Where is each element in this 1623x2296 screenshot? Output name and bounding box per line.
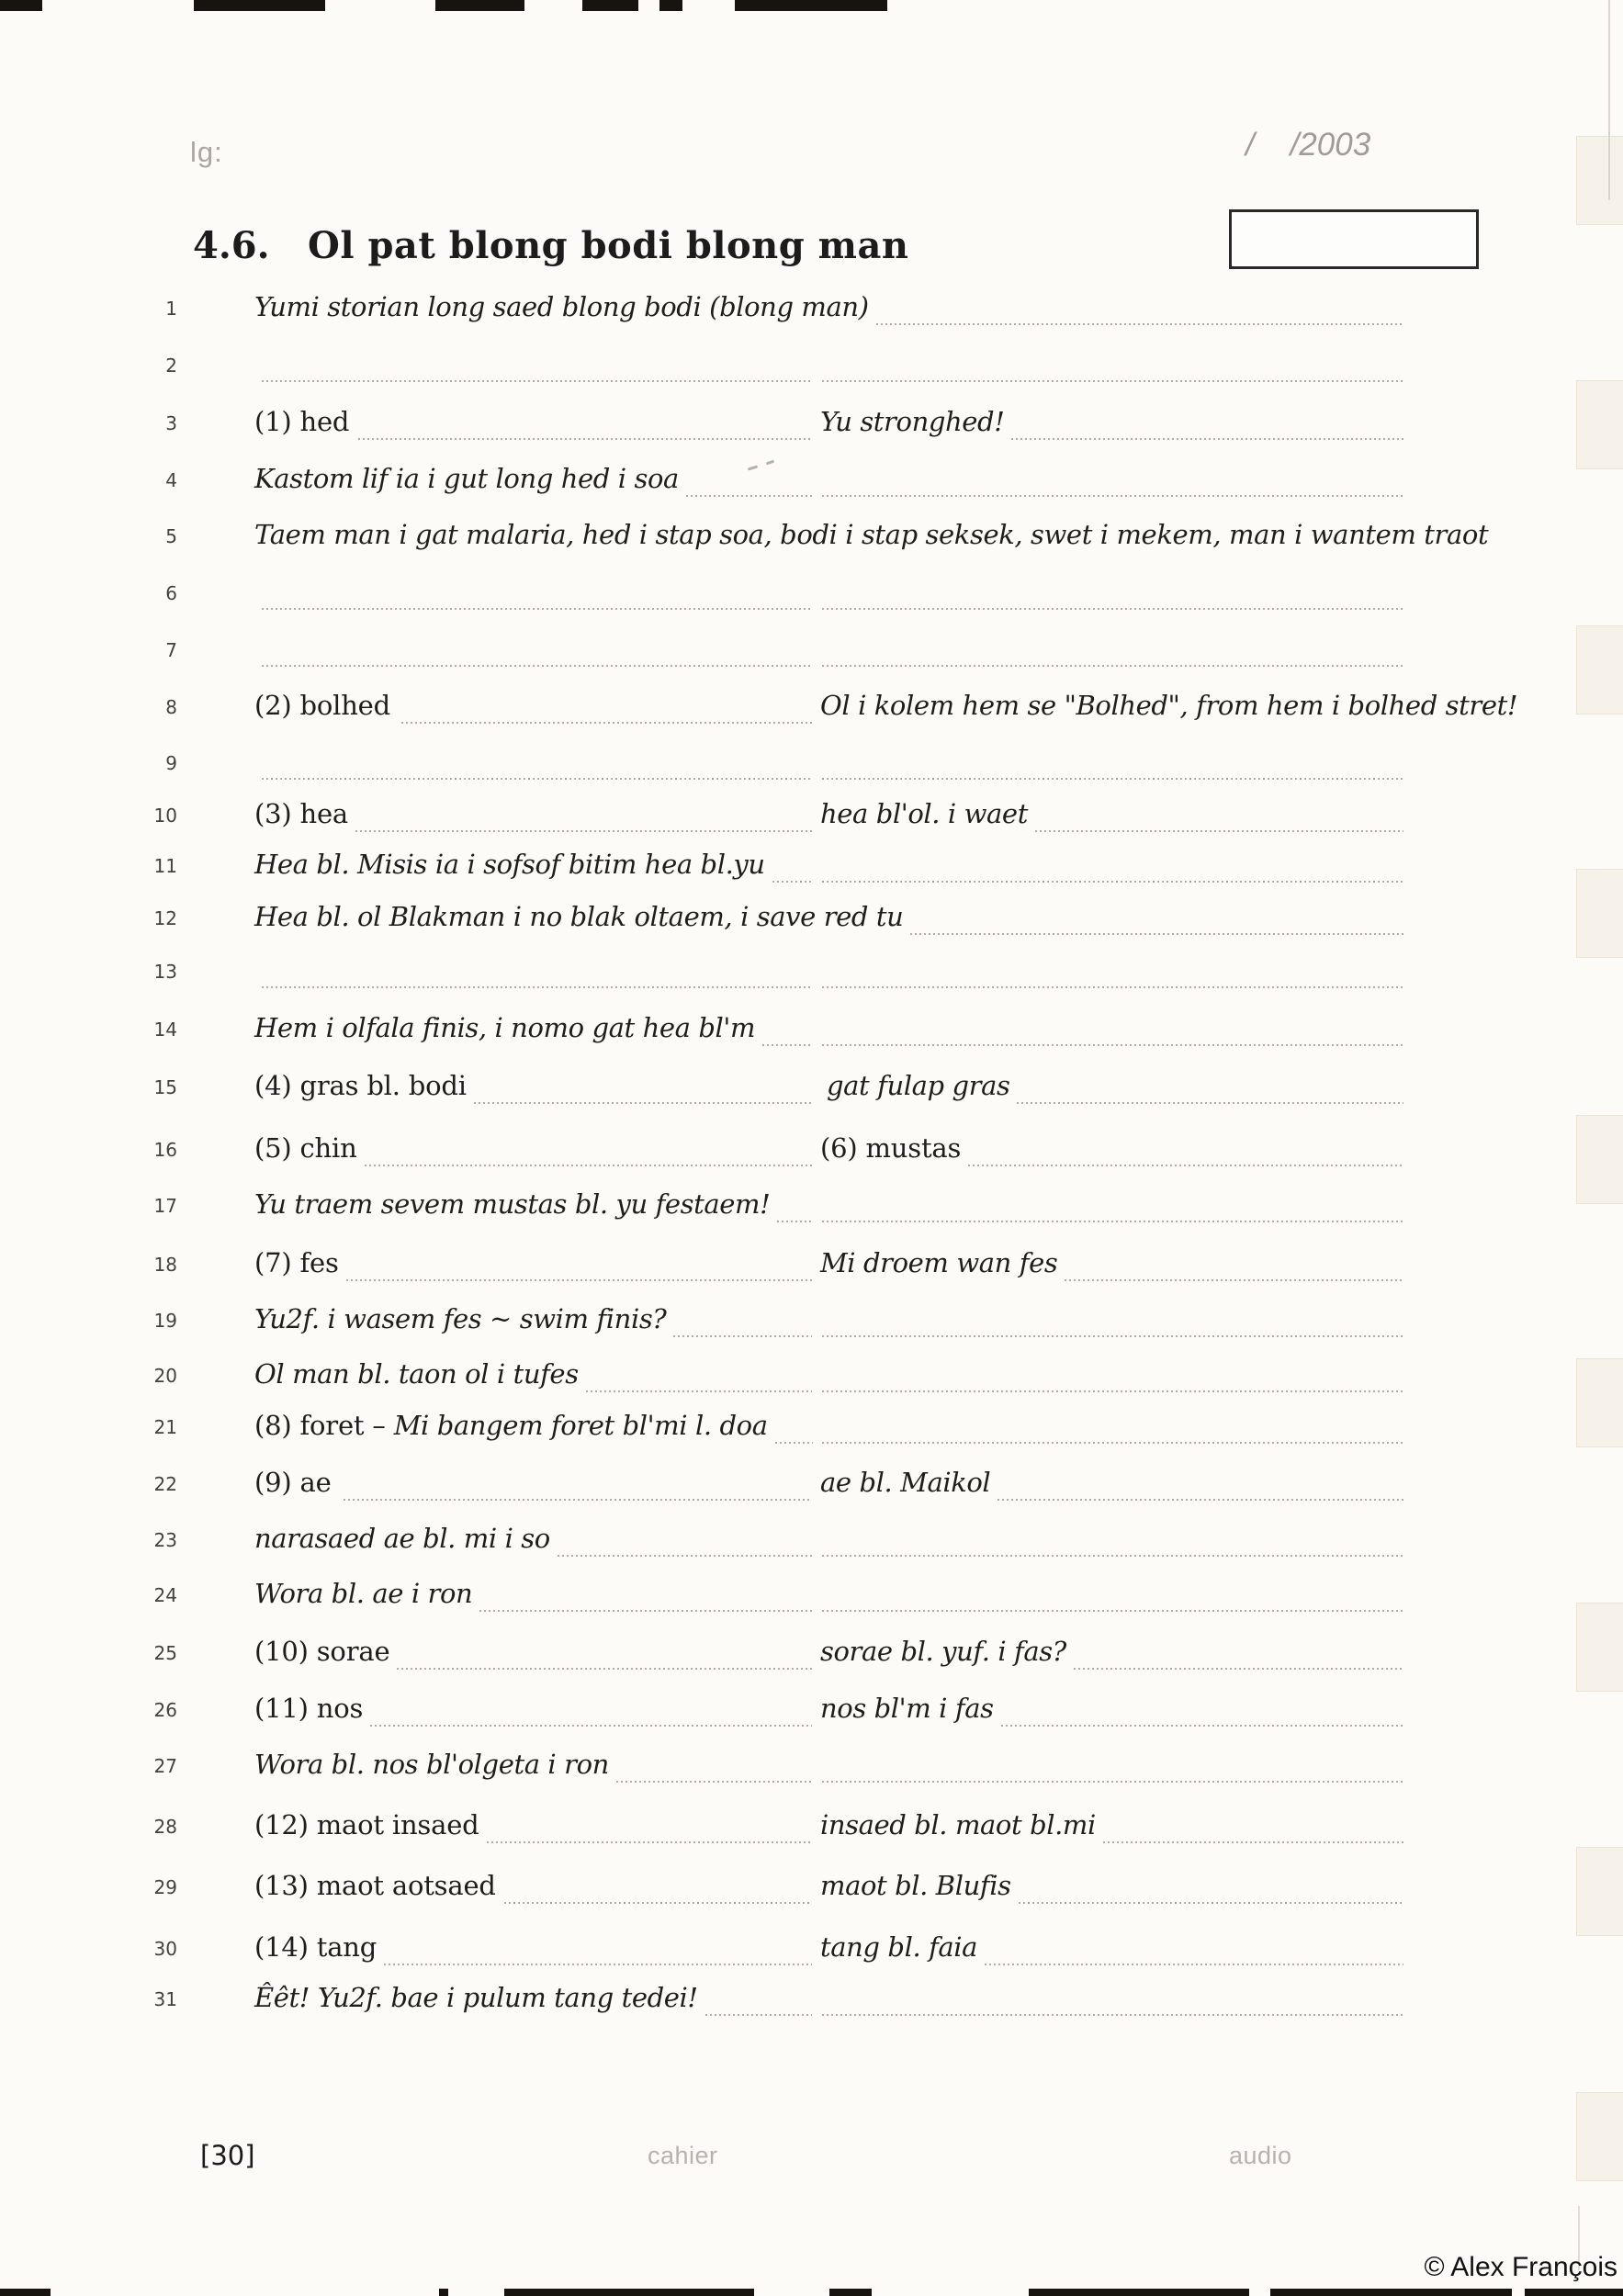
questionnaire-line xyxy=(0,1461,1623,1503)
line-text xyxy=(254,1353,579,1395)
dotted-fill-line xyxy=(262,608,812,610)
dotted-fill-line xyxy=(822,1390,1403,1392)
questionnaire-line xyxy=(0,570,1623,613)
line-number: 14 xyxy=(153,1019,177,1041)
questionnaire-line xyxy=(0,1572,1623,1615)
questionnaire-line xyxy=(0,1404,1623,1446)
dotted-fill-line xyxy=(822,1781,1403,1783)
line-number: 13 xyxy=(153,961,177,983)
scan-edge-mark xyxy=(439,2289,448,2296)
dotted-fill-line xyxy=(822,380,1403,382)
questionnaire-line xyxy=(0,627,1623,670)
line-number: 20 xyxy=(153,1365,177,1387)
dotted-fill-line xyxy=(822,1044,1403,1046)
line-text xyxy=(254,843,765,885)
line-number: 31 xyxy=(153,1988,177,2010)
entry-label: (4) gras bl. bodi xyxy=(254,1070,467,1101)
line-text xyxy=(254,457,679,500)
questionnaire-line xyxy=(0,1127,1623,1169)
questionnaire-line xyxy=(0,1864,1623,1907)
dotted-fill-line xyxy=(822,1555,1403,1557)
dotted-fill-line xyxy=(822,1610,1403,1612)
entry-text-italic: Yu2f. i wasem fes ~ swim finis? xyxy=(254,1303,667,1334)
page-number: [30] xyxy=(200,2140,255,2171)
entry-text-italic: Kastom lif ia i gut long hed i soa xyxy=(254,463,679,494)
dotted-fill-line xyxy=(822,1442,1403,1444)
entry-text-italic: Ol man bl. taon ol i tufes xyxy=(254,1358,579,1390)
dotted-fill-line xyxy=(822,986,1403,988)
questionnaire-line xyxy=(0,1517,1623,1559)
dotted-fill-line xyxy=(968,1165,1403,1166)
binder-hole-artifact xyxy=(1576,136,1623,225)
line-text xyxy=(254,684,390,726)
line-text xyxy=(254,1183,770,1225)
dotted-fill-line xyxy=(822,881,1403,883)
dotted-fill-line xyxy=(586,1390,812,1392)
line-number: 5 xyxy=(165,525,177,547)
footer-cahier-label: cahier xyxy=(648,2142,718,2169)
line-text xyxy=(254,1064,467,1107)
dotted-fill-line xyxy=(487,1841,812,1843)
line-number: 3 xyxy=(165,412,177,434)
dotted-fill-line xyxy=(876,323,1403,325)
line-number: 1 xyxy=(165,298,177,320)
line-number: 18 xyxy=(153,1254,177,1276)
line-text xyxy=(254,1572,472,1615)
line-number: 25 xyxy=(153,1642,177,1664)
line-text xyxy=(254,1976,698,2019)
questionnaire-line xyxy=(0,343,1623,385)
section-number: 4.6. xyxy=(193,224,270,267)
entry-text-italic: Yu traem sevem mustas bl. yu festaem! xyxy=(254,1188,771,1220)
dotted-fill-line xyxy=(262,665,812,667)
dotted-fill-line xyxy=(616,1781,812,1783)
dotted-fill-line xyxy=(558,1555,812,1557)
entry-label: (12) maot insaed xyxy=(254,1809,479,1840)
entry-label: (8) foret – xyxy=(254,1410,394,1441)
line-text xyxy=(254,1461,332,1503)
line-number: 15 xyxy=(153,1076,177,1098)
dotted-fill-line xyxy=(384,1964,812,1965)
entry-label: (7) fes xyxy=(254,1247,339,1278)
entry-text-italic: Hea bl. ol Blakman i no blak oltaem, i save red tu xyxy=(254,901,904,932)
entry-label: (3) hea xyxy=(254,798,349,829)
scan-edge-mark xyxy=(659,0,682,11)
line-text xyxy=(254,400,349,443)
dotted-fill-line xyxy=(762,1044,812,1046)
questionnaire-line xyxy=(0,1743,1623,1785)
dotted-fill-line xyxy=(344,1499,812,1501)
entry-text-italic: narasaed ae bl. mi i so xyxy=(254,1523,550,1554)
dotted-fill-line xyxy=(1019,1902,1403,1904)
line-text xyxy=(254,1127,357,1169)
entry-label: (5) chin xyxy=(254,1132,357,1164)
entry-text-italic: maot bl. Blufis xyxy=(820,1870,1011,1901)
scan-edge-mark xyxy=(735,0,887,11)
scan-edge-mark xyxy=(435,0,524,11)
questionnaire-line xyxy=(0,286,1623,328)
questionnaire-line xyxy=(0,843,1623,885)
dotted-fill-line xyxy=(262,986,812,988)
dotted-fill-line xyxy=(262,380,812,382)
line-text xyxy=(254,1804,479,1846)
dotted-fill-line xyxy=(985,1964,1403,1965)
questionnaire-line xyxy=(0,457,1623,500)
line-text xyxy=(254,1630,389,1672)
dotted-fill-line xyxy=(673,1335,812,1337)
dotted-fill-line xyxy=(822,495,1403,497)
dotted-fill-line xyxy=(474,1102,812,1104)
line-number: 27 xyxy=(153,1755,177,1777)
dotted-fill-line xyxy=(822,665,1403,667)
line-number: 16 xyxy=(153,1139,177,1161)
questionnaire-line xyxy=(0,1298,1623,1340)
line-number: 28 xyxy=(153,1816,177,1838)
questionnaire-line xyxy=(0,1007,1623,1049)
dotted-fill-line xyxy=(822,778,1403,780)
questionnaire-line xyxy=(0,1926,1623,1968)
questionnaire-line xyxy=(0,1064,1623,1107)
dotted-fill-line xyxy=(397,1668,812,1670)
line-text xyxy=(254,513,1488,556)
footer-audio-label: audio xyxy=(1229,2142,1292,2169)
entry-text-italic: Wora bl. ae i ron xyxy=(254,1578,473,1609)
line-text xyxy=(254,895,903,938)
dotted-fill-line xyxy=(1074,1668,1403,1670)
scan-edge-mark xyxy=(194,0,325,11)
line-number: 11 xyxy=(153,855,177,877)
entry-text-italic: Mi droem wan fes xyxy=(820,1247,1058,1278)
line-number: 2 xyxy=(165,355,177,377)
dotted-fill-line xyxy=(1065,1279,1403,1281)
entry-label: (13) maot aotsaed xyxy=(254,1870,496,1901)
dotted-fill-line xyxy=(1103,1841,1403,1843)
entry-text-italic: hea bl'ol. i waet xyxy=(820,798,1028,829)
line-number: 12 xyxy=(153,907,177,929)
questionnaire-line xyxy=(0,793,1623,835)
binder-hole-artifact xyxy=(1576,2092,1623,2181)
dotted-fill-line xyxy=(346,1279,812,1281)
entry-text-italic: tang bl. faia xyxy=(820,1931,978,1963)
entry-text-italic: insaed bl. maot bl.mi xyxy=(820,1809,1096,1840)
questionnaire-line xyxy=(0,1630,1623,1672)
entry-text-italic: ae bl. Maikol xyxy=(820,1467,991,1498)
entry-text-italic: Yu stronghed! xyxy=(820,406,1005,437)
line-text xyxy=(254,1864,496,1907)
questionnaire-line xyxy=(0,895,1623,938)
dotted-fill-line xyxy=(365,1165,812,1166)
questionnaire-line xyxy=(0,1976,1623,2019)
dotted-fill-line xyxy=(686,495,812,497)
dotted-fill-line xyxy=(822,2014,1403,2016)
dotted-fill-line xyxy=(1011,438,1403,440)
line-number: 4 xyxy=(165,469,177,491)
entry-text-italic: Êêt! Yu2f. bae i pulum tang tedei! xyxy=(254,1982,698,2013)
entry-text-italic: Hem i olfala finis, i nomo gat hea bl'm xyxy=(254,1012,756,1043)
entry-label: (6) mustas xyxy=(820,1132,962,1164)
entry-label: (9) ae xyxy=(254,1467,332,1498)
dotted-fill-line xyxy=(479,1610,812,1612)
dotted-fill-line xyxy=(358,438,812,440)
dotted-fill-line xyxy=(822,1335,1403,1337)
scan-edge-mark xyxy=(504,2289,754,2296)
dotted-fill-line xyxy=(997,1499,1403,1501)
line-text xyxy=(254,1517,550,1559)
dotted-fill-line xyxy=(1001,1725,1403,1727)
line-text xyxy=(254,1242,339,1284)
dotted-fill-line xyxy=(705,2014,812,2016)
page-title: Ol pat blong bodi blong man xyxy=(308,224,909,267)
dotted-fill-line xyxy=(772,881,812,883)
dotted-fill-line xyxy=(822,1221,1403,1222)
questionnaire-line xyxy=(0,949,1623,991)
line-number: 10 xyxy=(153,805,177,827)
line-number: 9 xyxy=(165,752,177,774)
entry-label: (14) tang xyxy=(254,1931,378,1963)
line-text xyxy=(254,793,348,835)
line-text xyxy=(254,1926,377,1968)
entry-text-italic: sorae bl. yuf. i fas? xyxy=(820,1636,1066,1667)
line-number: 23 xyxy=(153,1529,177,1551)
scan-edge-mark xyxy=(0,0,42,11)
questionnaire-line xyxy=(0,684,1623,726)
entry-text-italic: nos bl'm i fas xyxy=(820,1693,994,1724)
entry-text-italic: gat fulap gras xyxy=(827,1070,1010,1101)
dotted-fill-line xyxy=(910,933,1403,935)
scan-edge-mark xyxy=(829,2289,872,2296)
entry-text-italic: Wora bl. nos bl'olgeta i ron xyxy=(254,1749,609,1780)
entry-text-italic: Hea bl. Misis ia i sofsof bitim hea bl.yu xyxy=(254,849,765,880)
entry-label: (1) hed xyxy=(254,406,350,437)
line-text xyxy=(254,286,869,328)
line-number: 30 xyxy=(153,1938,177,1960)
questionnaire-line xyxy=(0,1687,1623,1729)
line-number: 19 xyxy=(153,1310,177,1332)
line-number: 22 xyxy=(153,1473,177,1495)
dotted-fill-line xyxy=(1017,1102,1403,1104)
dotted-fill-line xyxy=(355,830,812,832)
questionnaire-line xyxy=(0,1804,1623,1846)
dotted-fill-line xyxy=(822,608,1403,610)
scan-edge-mark xyxy=(582,0,638,11)
dotted-fill-line xyxy=(370,1725,812,1727)
entry-text-italic: Ol i kolem hem se "Bolhed", from hem i bolhed stret! xyxy=(820,690,1518,721)
dotted-fill-line xyxy=(401,722,812,724)
line-number: 26 xyxy=(153,1699,177,1721)
scan-edge-mark xyxy=(1270,2289,1512,2296)
questionnaire-line xyxy=(0,1242,1623,1284)
line-text xyxy=(254,1007,755,1049)
entry-text-italic: Mi bangem foret bl'mi l. doa xyxy=(393,1410,768,1441)
line-number: 24 xyxy=(153,1584,177,1606)
scan-edge-mark xyxy=(1029,2289,1249,2296)
page-edge-line xyxy=(1608,0,1610,200)
copyright-notice: © Alex François xyxy=(1424,2252,1617,2282)
line-number: 7 xyxy=(165,639,177,661)
questionnaire-line xyxy=(0,1353,1623,1395)
questionnaire-line xyxy=(0,740,1623,782)
line-number: 29 xyxy=(153,1876,177,1898)
line-text xyxy=(254,1743,609,1785)
dotted-fill-line xyxy=(777,1221,812,1222)
line-text xyxy=(254,1298,666,1340)
scan-edge-mark xyxy=(0,2289,51,2296)
questionnaire-line xyxy=(0,400,1623,443)
dotted-fill-line xyxy=(775,1442,813,1444)
questionnaire-line xyxy=(0,1183,1623,1225)
dotted-fill-line xyxy=(1035,830,1403,832)
dotted-fill-line xyxy=(504,1902,812,1904)
entry-text-italic: Taem man i gat malaria, hed i stap soa, bodi i stap seksek, swet i mekem, man i wantem traot xyxy=(254,519,1489,550)
dotted-fill-line xyxy=(262,778,812,780)
answer-box xyxy=(1229,209,1479,269)
questionnaire-line xyxy=(0,513,1623,556)
line-text xyxy=(254,1404,768,1446)
line-number: 8 xyxy=(165,696,177,718)
date-label: / /2003 xyxy=(1245,127,1371,163)
entry-label: (11) nos xyxy=(254,1693,364,1724)
entry-label: (10) sorae xyxy=(254,1636,390,1667)
entry-label: (2) bolhed xyxy=(254,690,390,721)
language-label: lg: xyxy=(190,136,223,168)
entry-text-italic: Yumi storian long saed blong bodi (blong man) xyxy=(254,291,869,322)
line-text xyxy=(254,1687,363,1729)
scan-edge-mark xyxy=(1525,2289,1623,2296)
line-number: 6 xyxy=(165,582,177,604)
line-number: 17 xyxy=(153,1195,177,1217)
line-number: 21 xyxy=(153,1416,177,1438)
